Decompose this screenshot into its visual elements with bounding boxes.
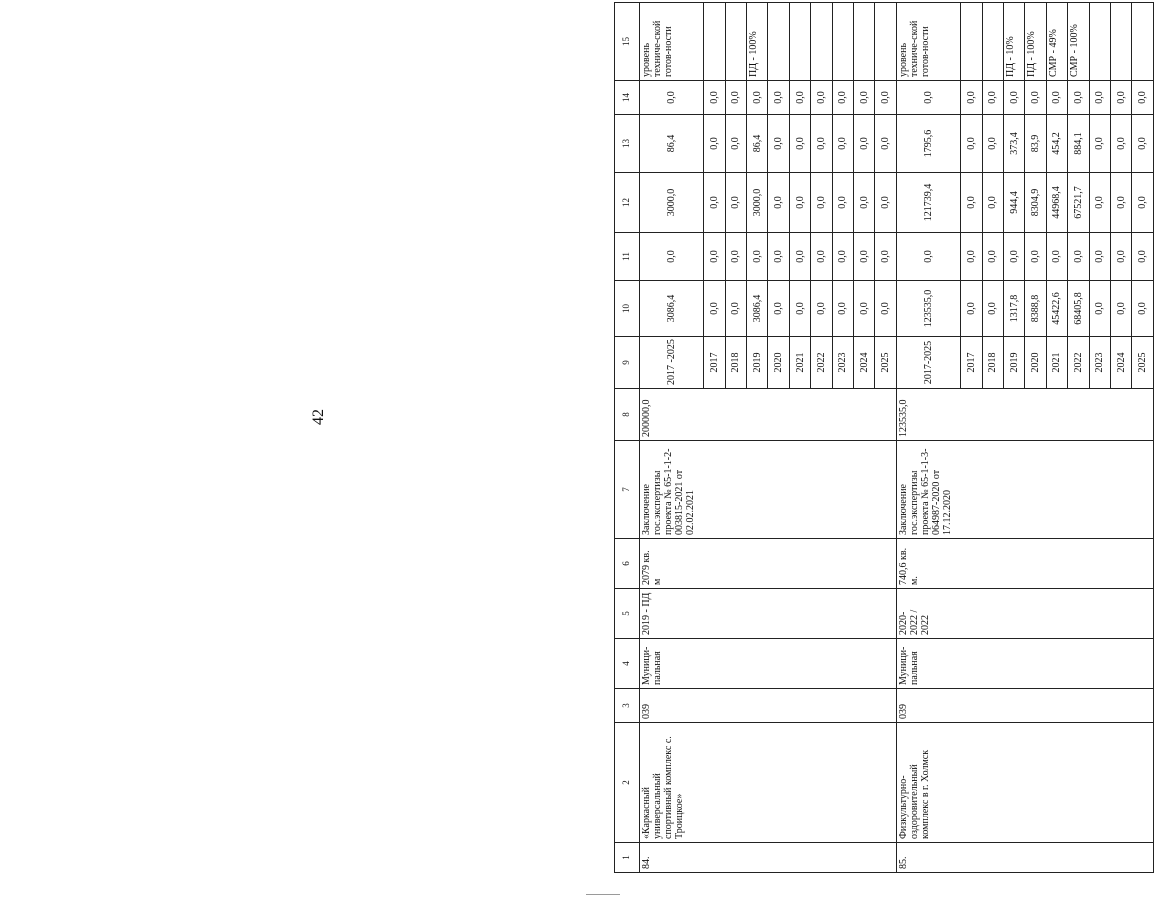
year-cell: 2023 — [832, 337, 853, 389]
year-col-11: 0,0 — [854, 233, 875, 281]
total-col-14: 0,0 — [896, 81, 960, 115]
year-col-10: 68405,8 — [1068, 281, 1089, 337]
year-cell: 2023 — [1089, 337, 1110, 389]
year-col-15 — [1132, 3, 1154, 81]
year-col-14: 0,0 — [1089, 81, 1110, 115]
year-cell: 2019 — [1003, 337, 1024, 389]
object-cost: 123535,0 — [896, 389, 1153, 441]
year-col-11: 0,0 — [1046, 233, 1067, 281]
object-name: «Каркасный универсальный спортивный комплекс с. Троицкое» — [639, 723, 896, 843]
object-ownership: Муници-пальная — [896, 639, 1153, 689]
year-col-13: 0,0 — [811, 115, 832, 173]
object-expertise: Заключение гос.экспертизы проекта № 65-1-1-3-064987-2020 от 17.12.2020 — [896, 441, 1153, 539]
total-col-11: 0,0 — [896, 233, 960, 281]
col-12-header: 12 — [615, 173, 640, 233]
year-col-15: СМР - 49% — [1046, 3, 1067, 81]
year-col-13: 454,2 — [1046, 115, 1067, 173]
year-col-15 — [704, 3, 725, 81]
year-col-12: 0,0 — [961, 173, 982, 233]
year-col-11: 0,0 — [725, 233, 746, 281]
year-cell: 2022 — [1068, 337, 1089, 389]
col-11-header: 11 — [615, 233, 640, 281]
year-col-13: 0,0 — [875, 115, 896, 173]
year-col-11: 0,0 — [704, 233, 725, 281]
year-col-13: 0,0 — [961, 115, 982, 173]
year-cell: 2024 — [1110, 337, 1131, 389]
year-col-15: ПД - 10% — [1003, 3, 1024, 81]
year-col-12: 944,4 — [1003, 173, 1024, 233]
year-col-15 — [725, 3, 746, 81]
year-col-14: 0,0 — [875, 81, 896, 115]
year-col-12: 44968,4 — [1046, 173, 1067, 233]
year-col-11: 0,0 — [1089, 233, 1110, 281]
total-col-12: 3000,0 — [639, 173, 703, 233]
object-cost: 200000,0 — [639, 389, 896, 441]
year-col-11: 0,0 — [1132, 233, 1154, 281]
year-col-10: 0,0 — [1089, 281, 1110, 337]
col-14-header: 14 — [615, 81, 640, 115]
col-9-header: 9 — [615, 337, 640, 389]
total-col-10: 123535,0 — [896, 281, 960, 337]
year-col-14: 0,0 — [1068, 81, 1089, 115]
year-col-15 — [961, 3, 982, 81]
year-col-10: 0,0 — [789, 281, 810, 337]
year-col-10: 1317,8 — [1003, 281, 1024, 337]
year-col-14: 0,0 — [854, 81, 875, 115]
year-col-12: 0,0 — [854, 173, 875, 233]
year-col-13: 83,9 — [1025, 115, 1046, 173]
year-col-13: 0,0 — [789, 115, 810, 173]
year-col-12: 3000,0 — [747, 173, 768, 233]
year-cell: 2018 — [982, 337, 1003, 389]
year-col-10: 0,0 — [854, 281, 875, 337]
year-col-10: 8388,8 — [1025, 281, 1046, 337]
year-col-10: 0,0 — [704, 281, 725, 337]
object-code: 039 — [639, 689, 896, 723]
total-year-range: 2017-2025 — [896, 337, 960, 389]
year-col-11: 0,0 — [982, 233, 1003, 281]
total-year-range: 2017 -2025 — [639, 337, 703, 389]
total-col-13: 1795,6 — [896, 115, 960, 173]
object-code: 039 — [896, 689, 1153, 723]
year-col-14: 0,0 — [1003, 81, 1024, 115]
col-7-header: 7 — [615, 441, 640, 539]
col-13-header: 13 — [615, 115, 640, 173]
year-col-10: 0,0 — [832, 281, 853, 337]
object-capacity: 740,6 кв. м. — [896, 539, 1153, 589]
col-1-header: 1 — [615, 843, 640, 873]
year-col-14: 0,0 — [811, 81, 832, 115]
year-col-11: 0,0 — [789, 233, 810, 281]
col-10-header: 10 — [615, 281, 640, 337]
year-col-13: 0,0 — [982, 115, 1003, 173]
year-col-14: 0,0 — [1025, 81, 1046, 115]
year-col-10: 0,0 — [768, 281, 789, 337]
year-col-15 — [832, 3, 853, 81]
year-col-15: СМР - 100% — [1068, 3, 1089, 81]
year-col-15 — [1089, 3, 1110, 81]
year-col-13: 0,0 — [1132, 115, 1154, 173]
year-cell: 2025 — [875, 337, 896, 389]
object-number: 85. — [896, 843, 1153, 873]
year-col-13: 0,0 — [768, 115, 789, 173]
year-col-14: 0,0 — [961, 81, 982, 115]
year-col-12: 0,0 — [725, 173, 746, 233]
year-col-13: 0,0 — [704, 115, 725, 173]
year-col-10: 0,0 — [961, 281, 982, 337]
col-6-header: 6 — [615, 539, 640, 589]
year-col-12: 0,0 — [1132, 173, 1154, 233]
year-col-13: 373,4 — [1003, 115, 1024, 173]
year-col-11: 0,0 — [832, 233, 853, 281]
year-col-15: ПД - 100% — [747, 3, 768, 81]
year-col-14: 0,0 — [832, 81, 853, 115]
rotated-table-sheet — [614, 3, 1154, 873]
year-cell: 2025 — [1132, 337, 1154, 389]
total-col-11: 0,0 — [639, 233, 703, 281]
year-col-11: 0,0 — [1003, 233, 1024, 281]
col-4-header: 4 — [615, 639, 640, 689]
year-cell: 2018 — [725, 337, 746, 389]
year-col-11: 0,0 — [811, 233, 832, 281]
year-col-12: 0,0 — [768, 173, 789, 233]
year-col-12: 0,0 — [789, 173, 810, 233]
year-cell: 2017 — [961, 337, 982, 389]
year-col-15 — [854, 3, 875, 81]
total-col-13: 86,4 — [639, 115, 703, 173]
year-cell: 2021 — [1046, 337, 1067, 389]
year-col-15 — [789, 3, 810, 81]
col-5-header: 5 — [615, 589, 640, 639]
col-3-header: 3 — [615, 689, 640, 723]
year-col-10: 0,0 — [982, 281, 1003, 337]
object-ownership: Муници-пальная — [639, 639, 896, 689]
year-col-14: 0,0 — [982, 81, 1003, 115]
year-col-14: 0,0 — [768, 81, 789, 115]
year-col-14: 0,0 — [725, 81, 746, 115]
year-col-15 — [875, 3, 896, 81]
object-number: 84. — [639, 843, 896, 873]
year-col-14: 0,0 — [1046, 81, 1067, 115]
year-cell: 2024 — [854, 337, 875, 389]
year-col-13: 86,4 — [747, 115, 768, 173]
year-col-12: 67521,7 — [1068, 173, 1089, 233]
year-col-11: 0,0 — [768, 233, 789, 281]
year-col-11: 0,0 — [875, 233, 896, 281]
year-col-11: 0,0 — [961, 233, 982, 281]
year-cell: 2021 — [789, 337, 810, 389]
year-col-12: 0,0 — [832, 173, 853, 233]
year-col-11: 0,0 — [1068, 233, 1089, 281]
year-col-13: 884,1 — [1068, 115, 1089, 173]
year-cell: 2020 — [1025, 337, 1046, 389]
object-period: 2019 - ПД — [639, 589, 896, 639]
year-cell: 2017 — [704, 337, 725, 389]
year-col-10: 0,0 — [811, 281, 832, 337]
object-total-row — [639, 3, 703, 873]
year-col-10: 0,0 — [725, 281, 746, 337]
year-col-13: 0,0 — [832, 115, 853, 173]
year-col-13: 0,0 — [854, 115, 875, 173]
year-col-12: 0,0 — [982, 173, 1003, 233]
object-total-row — [896, 3, 960, 873]
col-8-header: 8 — [615, 389, 640, 441]
col-2-header: 2 — [615, 723, 640, 843]
object-capacity: 2079 кв. м — [639, 539, 896, 589]
year-col-15: ПД - 100% — [1025, 3, 1046, 81]
object-name: Физкультурно-оздоровительный комплекс в г. Холмск — [896, 723, 1153, 843]
year-col-12: 8304,9 — [1025, 173, 1046, 233]
object-expertise: Заключение гос.экспертизы проекта № 65-1-1-2-003815-2021 от 02.02.2021 — [639, 441, 896, 539]
column-numbers-row — [615, 3, 640, 873]
total-col-15: уровень техниче-ской готов-ности — [896, 3, 960, 81]
footer-mark — [586, 894, 620, 895]
year-col-15 — [1110, 3, 1131, 81]
year-col-10: 0,0 — [1110, 281, 1131, 337]
year-col-15 — [811, 3, 832, 81]
year-col-12: 0,0 — [704, 173, 725, 233]
year-col-13: 0,0 — [725, 115, 746, 173]
year-col-14: 0,0 — [747, 81, 768, 115]
total-col-12: 121739,4 — [896, 173, 960, 233]
total-col-14: 0,0 — [639, 81, 703, 115]
year-cell: 2020 — [768, 337, 789, 389]
year-col-14: 0,0 — [1110, 81, 1131, 115]
year-col-14: 0,0 — [789, 81, 810, 115]
year-cell: 2019 — [747, 337, 768, 389]
year-col-11: 0,0 — [1110, 233, 1131, 281]
year-col-15 — [768, 3, 789, 81]
year-col-13: 0,0 — [1089, 115, 1110, 173]
year-cell: 2022 — [811, 337, 832, 389]
col-15-header: 15 — [615, 3, 640, 81]
year-col-12: 0,0 — [1089, 173, 1110, 233]
year-col-13: 0,0 — [1110, 115, 1131, 173]
year-col-10: 3086,4 — [747, 281, 768, 337]
year-col-10: 0,0 — [875, 281, 896, 337]
year-col-10: 45422,6 — [1046, 281, 1067, 337]
year-col-12: 0,0 — [811, 173, 832, 233]
investment-objects-table — [614, 2, 1154, 873]
year-col-12: 0,0 — [1110, 173, 1131, 233]
total-col-10: 3086,4 — [639, 281, 703, 337]
total-col-15: уровень техниче-ской готов-ности — [639, 3, 703, 81]
object-period: 2020-2022 / 2022 — [896, 589, 1153, 639]
year-col-11: 0,0 — [747, 233, 768, 281]
year-col-14: 0,0 — [704, 81, 725, 115]
year-col-11: 0,0 — [1025, 233, 1046, 281]
year-col-14: 0,0 — [1132, 81, 1154, 115]
year-col-15 — [982, 3, 1003, 81]
year-col-12: 0,0 — [875, 173, 896, 233]
page-number: 42 — [310, 409, 327, 425]
year-col-10: 0,0 — [1132, 281, 1154, 337]
